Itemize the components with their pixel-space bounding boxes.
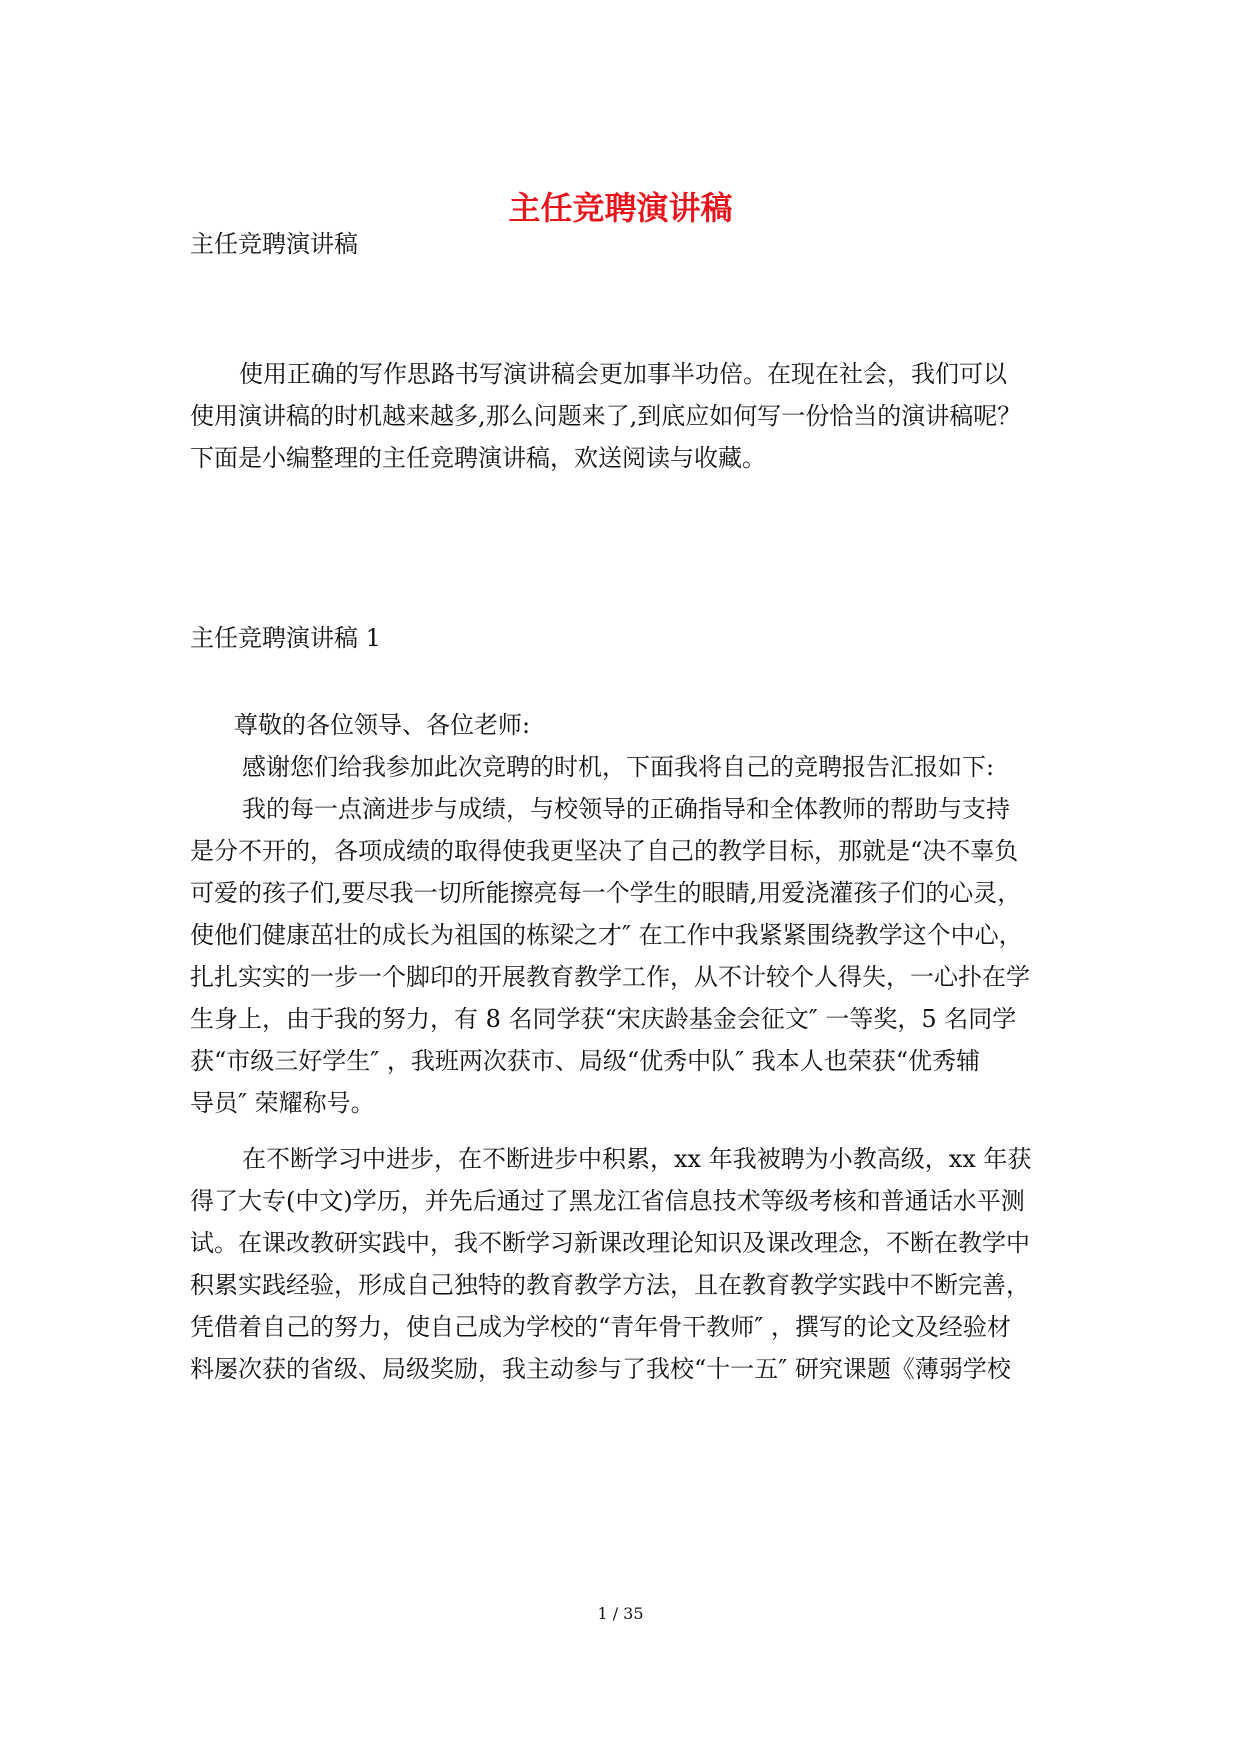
document-title: 主任竞聘演讲稿	[508, 189, 733, 227]
page-number: 1 / 35	[597, 1604, 644, 1623]
section-heading: 主任竞聘演讲稿 1	[190, 624, 381, 652]
paragraph-line: 是分不开的，各项成绩的取得使我更坚决了自己的教学目标，那就是“决不辜负	[190, 837, 1019, 865]
paragraph-line: 扎扎实实的一步一个脚印的开展教育教学工作，从不计较个人得失，一心扑在学	[190, 963, 1030, 991]
paragraph-line: 积累实践经验，形成自己独特的教育教学方法，且在教育教学实践中不断完善，	[190, 1271, 1030, 1299]
paragraph-line: 使他们健康茁壮的成长为祖国的栋梁之才″ 在工作中我紧紧围绕教学这个中心，	[190, 921, 1023, 949]
paragraph-achievements	[190, 788, 1070, 1124]
paragraph-progress	[190, 1138, 1070, 1390]
salutation: 尊敬的各位领导、各位老师:	[234, 711, 531, 739]
intro-paragraph	[190, 353, 1070, 479]
paragraph-line: 料屡次获的省级、局级奖励，我主动参与了我校“十一五″ 研究课题《薄弱学校	[190, 1355, 1011, 1383]
intro-line: 下面是小编整理的主任竞聘演讲稿，欢送阅读与收藏。	[190, 444, 766, 472]
paragraph-line: 可爱的孩子们,要尽我一切所能擦亮每一个学生的眼睛,用爱浇灌孩子们的心灵，	[190, 879, 1022, 907]
paragraph-thanks: 感谢您们给我参加此次竞聘的时机，下面我将自己的竞聘报告汇报如下:	[242, 753, 995, 781]
paragraph-line: 我的每一点滴进步与成绩，与校领导的正确指导和全体教师的帮助与支持	[242, 795, 1010, 823]
paragraph-line: 在不断学习中进步，在不断进步中积累，xx 年我被聘为小教高级，xx 年获	[242, 1145, 1032, 1173]
paragraph-line: 获“市级三好学生″ ，我班两次获市、局级“优秀中队″ 我本人也荣获“优秀辅	[190, 1047, 980, 1075]
paragraph-line: 导员″ 荣耀称号。	[190, 1089, 375, 1117]
paragraph-line: 凭借着自己的努力，使自己成为学校的“青年骨干教师″ ，撰写的论文及经验材	[190, 1313, 1011, 1341]
paragraph-line: 得了大专(中文)学历，并先后通过了黑龙江省信息技术等级考核和普通话水平测	[190, 1187, 1025, 1215]
intro-line: 使用演讲稿的时机越来越多,那么问题来了,到底应如何写一份恰当的演讲稿呢？	[190, 402, 1022, 430]
paragraph-line: 试。在课改教研实践中，我不断学习新课改理论知识及课改理念，不断在教学中	[190, 1229, 1030, 1257]
intro-line: 使用正确的写作思路书写演讲稿会更加事半功倍。在现在社会，我们可以	[239, 360, 1007, 388]
document-subtitle: 主任竞聘演讲稿	[190, 230, 358, 258]
paragraph-line: 生身上，由于我的努力，有 8 名同学获“宋庆龄基金会征文″ 一等奖，5 名同学	[190, 1005, 1017, 1033]
